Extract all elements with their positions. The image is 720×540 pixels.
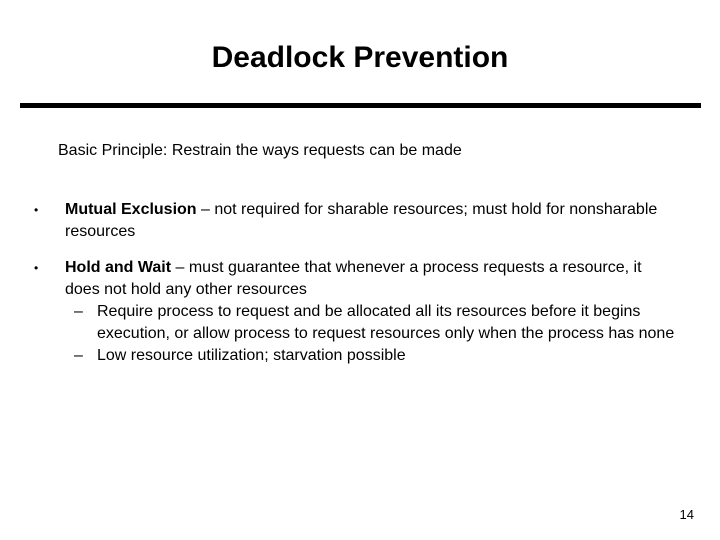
sub-bullet-marker: – — [74, 303, 83, 320]
bullet-list — [0, 199, 720, 367]
bullet-marker: • — [34, 203, 39, 217]
bullet-body: – not required for sharable resources; must hold for nonsharable resources — [65, 201, 658, 240]
page-number: 14 — [679, 507, 694, 522]
bullet-marker: • — [34, 261, 39, 275]
bullet-text — [65, 199, 665, 243]
sub-bullet-item — [0, 301, 720, 345]
sub-bullet-marker: – — [74, 347, 83, 364]
sub-bullet-text: Require process to request and be allocated all its resources before it begins execution, or allow process to request resources only when the process has none — [97, 303, 675, 342]
bullet-item-mutual-exclusion — [0, 199, 720, 243]
bullet-body: – must guarantee that whenever a process requests a resource, it does not hold any other resources — [65, 259, 642, 298]
bullet-lead: Hold and Wait — [65, 259, 172, 276]
bullet-text — [65, 257, 665, 301]
bullet-lead: Mutual Exclusion — [65, 201, 197, 218]
sub-bullet-text: Low resource utilization; starvation possible — [97, 347, 406, 364]
sub-bullet-list — [0, 301, 720, 367]
bullet-item-hold-and-wait — [0, 257, 720, 367]
title-divider — [20, 103, 701, 108]
sub-bullet-item — [0, 345, 720, 367]
basic-principle-text: Basic Principle: Restrain the ways requests can be made — [58, 142, 462, 159]
slide-title: Deadlock Prevention — [211, 41, 509, 74]
